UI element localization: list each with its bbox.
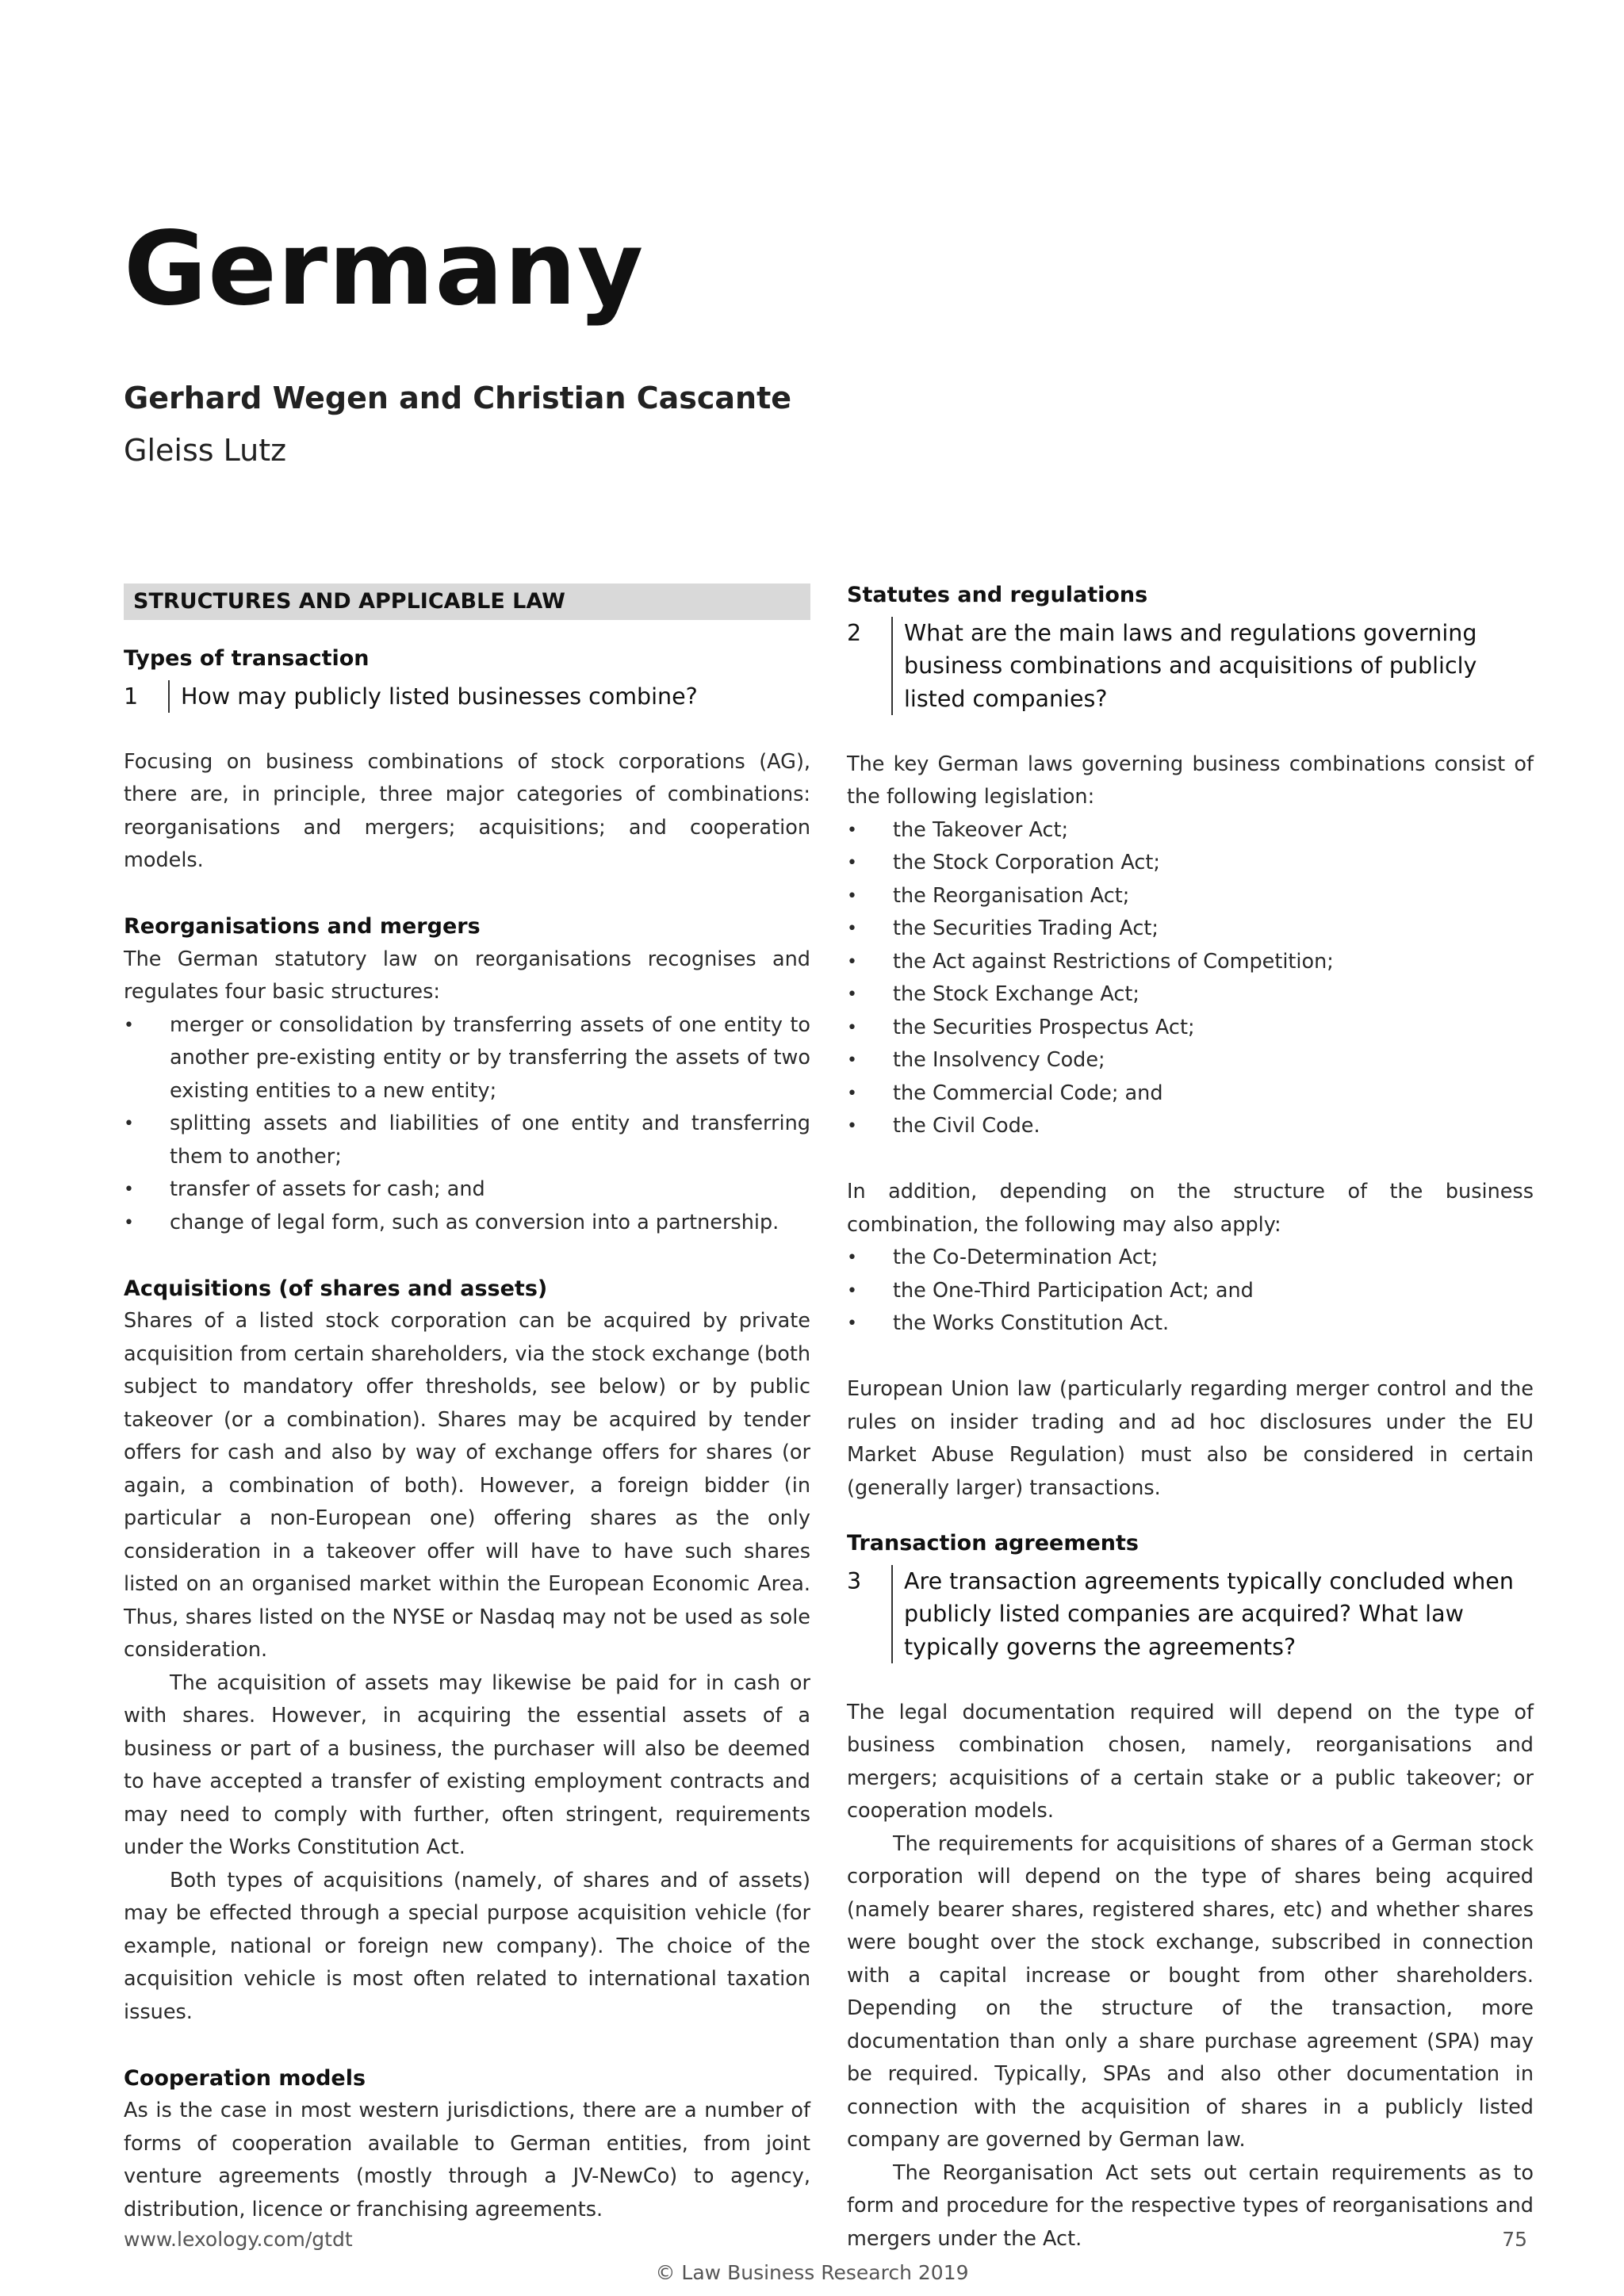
list-item: • the Stock Exchange Act; bbox=[847, 978, 1534, 1012]
question-text: How may publicly listed businesses combine? bbox=[168, 680, 810, 714]
right-column bbox=[847, 579, 1534, 2256]
page-title: Germany bbox=[124, 210, 645, 328]
footer-url-link[interactable]: www.lexology.com/gtdt bbox=[124, 2228, 353, 2251]
list-item: • the Insolvency Code; bbox=[847, 1044, 1534, 1077]
authors: Gerhard Wegen and Christian Cascante bbox=[124, 381, 792, 415]
list-item: • the Works Constitution Act. bbox=[847, 1307, 1534, 1341]
paragraph: As is the case in most western jurisdictions, there are a number of forms of cooperation available to German entities, from joint venture agreements (mostly through a JV-NewCo) to agency, distribution, licence or franchising agreements. bbox=[124, 2099, 810, 2221]
list-item: • the Civil Code. bbox=[847, 1110, 1534, 1143]
subheading-reorganisations: Reorganisations and mergers bbox=[124, 914, 481, 939]
paragraph: The German statutory law on reorganisations recognises and regulates four basic structures: bbox=[124, 947, 810, 1004]
list-item: • merger or consolidation by transferring assets of one entity to another pre-existing entity or by transferring the assets of two existing entities to a new entity; bbox=[124, 1009, 810, 1108]
left-column bbox=[124, 579, 810, 2226]
paragraph: Both types of acquisitions (namely, of shares and of assets) may be effected through a special purpose acquisition vehicle (for example, national or foreign new company). The choice of the acquisition vehicle is most often related to international taxation issues. bbox=[124, 1868, 810, 2024]
paragraph: European Union law (particularly regarding merger control and the rules on insider trading and ad hoc disclosures under the EU Market Abuse Regulation) must also be considered in certain (generally larger) transactions. bbox=[847, 1377, 1534, 1500]
page-number: 75 bbox=[1502, 2228, 1527, 2251]
law-firm: Gleiss Lutz bbox=[124, 433, 287, 468]
paragraph: The Reorganisation Act sets out certain requirements as to form and procedure for the respective types of reorganisations and mergers under the Act. bbox=[847, 2160, 1534, 2251]
paragraph: The legal documentation required will depend on the type of business combination chosen, namely, reorganisations and mergers; acquisitions of a certain stake or a public takeover; or cooperation models. bbox=[847, 1700, 1534, 1823]
subheading-cooperation-models: Cooperation models bbox=[124, 2065, 366, 2091]
list-item: • the Act against Restrictions of Competition; bbox=[847, 946, 1534, 979]
question-1 bbox=[124, 680, 810, 714]
subheading-transaction-agreements: Transaction agreements bbox=[847, 1531, 1139, 1556]
list-item: • the Securities Trading Act; bbox=[847, 913, 1534, 946]
subheading-statutes: Statutes and regulations bbox=[847, 583, 1148, 607]
question-text: What are the main laws and regulations governing business combinations and acquisitions of publicly listed companies? bbox=[891, 617, 1534, 716]
section-header: STRUCTURES AND APPLICABLE LAW bbox=[124, 584, 810, 620]
question-number: 1 bbox=[124, 683, 139, 710]
list-item: • the Stock Corporation Act; bbox=[847, 847, 1534, 880]
list-item: • the Reorganisation Act; bbox=[847, 880, 1534, 913]
paragraph: The acquisition of assets may likewise be paid for in cash or with shares. However, in acquiring the essential assets of a business or part of a business, the purchaser will also be deemed to have accepted a transfer of existing employment contracts and may need to comply with further, often stringent, requirements under the Works Constitution Act. bbox=[124, 1670, 810, 1859]
list-item: • change of legal form, such as conversion into a partnership. bbox=[124, 1207, 810, 1240]
paragraph: The requirements for acquisitions of shares of a German stock corporation will depend on the type of shares being acquired (namely bearer shares, registered shares, etc) and whether shares were bought over the stock exchange, subscribed in connection with a capital increase or bought from other shareholders. Depending on the structure of the transaction, more documentation than only a share purchase agreement (SPA) may be required. Typically, SPAs and also other documentation in connection with the acquisition of shares in a publicly listed company are governed by German law. bbox=[847, 1831, 1534, 2152]
bullet-list-laws bbox=[847, 814, 1534, 1143]
bullet-list-additional-laws bbox=[847, 1242, 1534, 1341]
list-item: • the One-Third Participation Act; and bbox=[847, 1275, 1534, 1308]
list-item: • the Takeover Act; bbox=[847, 814, 1534, 848]
copyright: © Law Business Research 2019 bbox=[655, 2261, 969, 2284]
subheading-types-of-transaction: Types of transaction bbox=[124, 646, 370, 671]
list-item: • the Co-Determination Act; bbox=[847, 1242, 1534, 1275]
paragraph: Shares of a listed stock corporation can be acquired by private acquisition from certain shareholders, via the stock exchange (both subject to mandatory offer thresholds, see below) or by public takeover (or a combination). Shares may be acquired by tender offers for cash and also by way of exchange offers for shares (or again, a combination of both). However, a foreign bidder (in particular a non-European one) offering shares as the only consideration in a takeover offer will have to have such shares listed on an organised market within the European Economic Area. Thus, shares listed on the NYSE or Nasdaq may not be used as sole consideration. bbox=[124, 1309, 810, 1662]
question-2 bbox=[847, 617, 1534, 716]
list-item: • transfer of assets for cash; and bbox=[124, 1173, 810, 1207]
paragraph: In addition, depending on the structure of the business combination, the following may also apply: bbox=[847, 1180, 1534, 1237]
subheading-acquisitions: Acquisitions (of shares and assets) bbox=[124, 1276, 548, 1301]
paragraph: Focusing on business combinations of stock corporations (AG), there are, in principle, three major categories of combinations: reorganisations and mergers; acquisitions; and cooperation models. bbox=[124, 749, 810, 872]
question-3 bbox=[847, 1565, 1534, 1664]
list-item: • splitting assets and liabilities of one entity and transferring them to another; bbox=[124, 1108, 810, 1173]
question-text: Are transaction agreements typically concluded when publicly listed companies are acquired? What law typically governs the agreements? bbox=[891, 1565, 1534, 1664]
list-item: • the Commercial Code; and bbox=[847, 1077, 1534, 1111]
paragraph: The key German laws governing business combinations consist of the following legislation: bbox=[847, 752, 1534, 809]
question-number: 3 bbox=[847, 1567, 862, 1594]
list-item: • the Securities Prospectus Act; bbox=[847, 1012, 1534, 1045]
bullet-list-reorganisation bbox=[124, 1009, 810, 1240]
question-number: 2 bbox=[847, 619, 862, 646]
